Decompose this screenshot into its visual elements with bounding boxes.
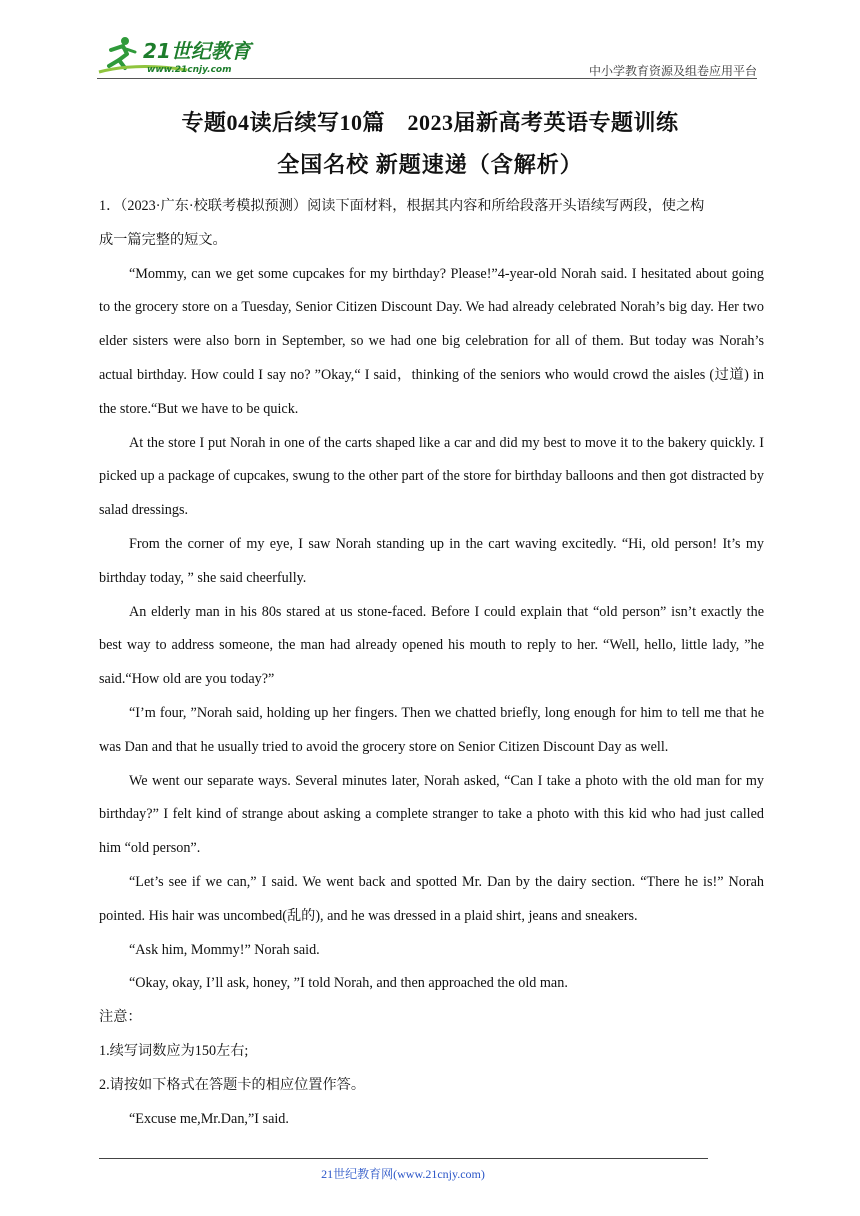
page-title: 专题04读后续写10篇 2023届新高考英语专题训练 (181, 110, 679, 135)
passage-paragraph: We went our separate ways. Several minutes later, Norah asked, “Can I take a photo with the old man for my birthday?” I felt kind of strange about asking a complete stranger to take a photo with this kid who had just called him “old person”. (99, 772, 764, 857)
question-intro: 1．（2023·广东·校联考模拟预测）阅读下面材料，根据其内容和所给段落开头语续写两段，使之构 成一篇完整的短文。 (99, 198, 705, 248)
question-body (99, 190, 764, 1136)
footer-link[interactable]: 21世纪教育网(www.21cnjy.com) (321, 1167, 485, 1181)
passage-paragraph: “Ask him, Mommy!” Norah said. (129, 941, 320, 958)
footer-divider (99, 1158, 708, 1159)
passage-paragraph: At the store I put Norah in one of the carts shaped like a car and did my best to move it to the bakery quickly. I picked up a package of cupcakes, swung to the other part of the store for birthday balloons and then got distracted by salad dressings. (99, 434, 764, 519)
page-header (97, 30, 757, 80)
passage-paragraph: “Okay, okay, I’ll ask, honey, ”I told Norah, and then approached the old man. (129, 975, 568, 992)
passage-paragraph: “I’m four, ”Norah said, holding up her fingers. Then we chatted briefly, long enough for him to tell me that he was Dan and that he usually tried to avoid the grocery store on Senior Citizen Discount Day as well. (99, 704, 764, 755)
header-divider (97, 78, 757, 79)
svg-text:21世纪教育: 21世纪教育 (143, 39, 251, 63)
passage-paragraph: “Let’s see if we can,” I said. We went back and spotted Mr. Dan by the dairy section. “There he is!” Norah pointed. His hair was uncombed(乱的), and he was dressed in a plaid shirt, jeans and sneakers. (99, 873, 764, 924)
answer-start-line: “Excuse me,Mr.Dan,”I said. (129, 1110, 289, 1127)
logo-21cnjy-icon (97, 34, 262, 76)
page-subtitle: 全国名校 新题速递（含解析） (277, 152, 583, 177)
note-item: 1.续写词数应为150左右; (99, 1042, 249, 1059)
passage-paragraph: “Mommy, can we get some cupcakes for my birthday? Please!”4-year-old Norah said. I hesitated about going to the grocery store on a Tuesday, Senior Citizen Discount Day. We had already celebrated Norah’s big day. Her two elder sisters were also born in September, so we had one big celebration for all of them. But today was Norah’s actual birthday. How could I say no? ”Okay,“ I said，thinking of the seniors who would crowd the aisles (过道) in the store.“But we have to be quick. (99, 265, 764, 417)
platform-label: 中小学教育资源及组卷应用平台 (588, 64, 757, 78)
note-item: 2.请按如下格式在答题卡的相应位置作答。 (99, 1076, 366, 1093)
passage-paragraph: An elderly man in his 80s stared at us stone-faced. Before I could explain that “old person” isn’t exactly the best way to address someone, the man had already opened his mouth to reply to her. “Well, hello, little lady, ”he said.“How old are you today?” (99, 603, 764, 688)
note-label: 注意： (99, 1009, 142, 1026)
passage-paragraph: From the corner of my eye, I saw Norah standing up in the cart waving excitedly. “Hi, old person! It’s my birthday today, ” she said cheerfully. (99, 535, 764, 586)
svg-text:www.21cnjy.com: www.21cnjy.com (147, 65, 232, 75)
